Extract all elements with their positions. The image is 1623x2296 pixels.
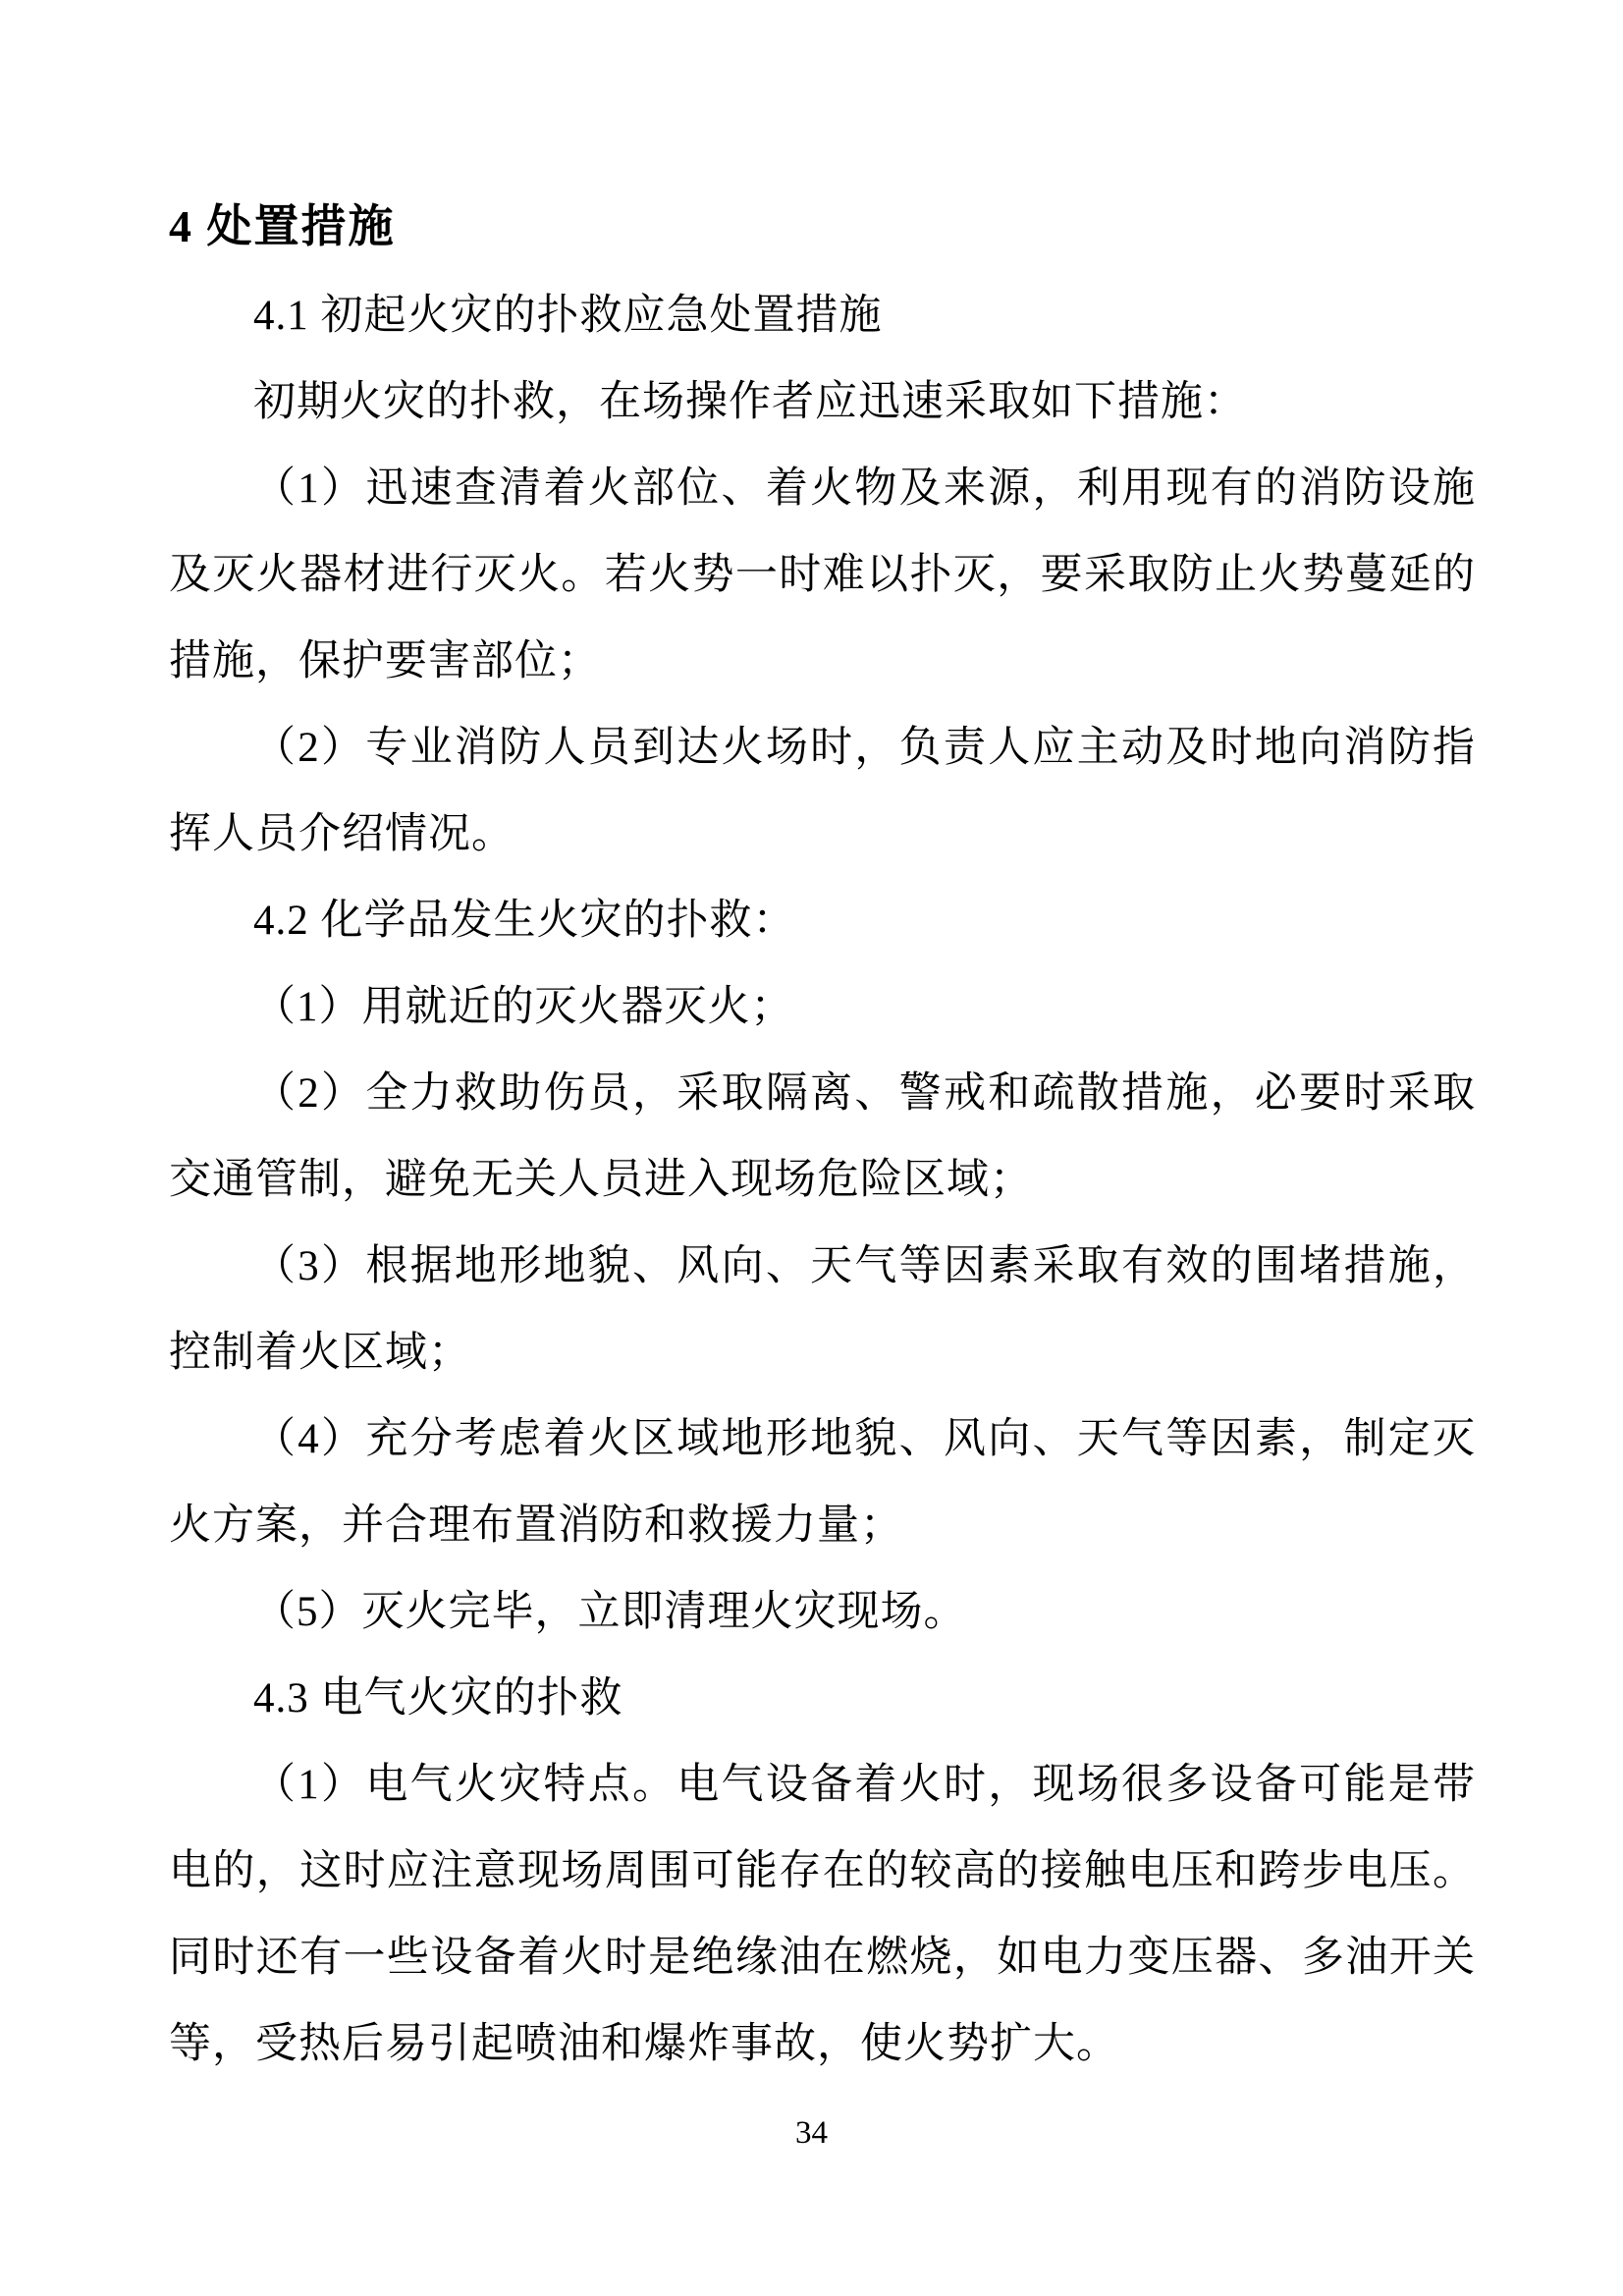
paragraph: （1）电气火灾特点。电气设备着火时，现场很多设备可能是带电的，这时应注意现场周围可能存在的较高的接触电压和跨步电压。同时还有一些设备着火时是绝缘油在燃烧，如电力变压器、多油开关等，受热后易引起喷油和爆炸事故，使火势扩大。 [169,1762,1476,2067]
subsection-heading-4-2: 4.2 化学品发生火灾的扑救： [253,898,796,944]
subsection-heading-4-3: 4.3 电气火灾的扑救 [253,1675,623,1722]
subsection-heading-4-1: 4.1 初起火灾的扑救应急处置措施 [253,293,883,339]
paragraph: （5）灭火完毕，立即清理火灾现场。 [253,1589,967,1635]
paragraph: （2）全力救助伤员，采取隔离、警戒和疏散措施，必要时采取交通管制，避免无关人员进入现场危险区域； [169,1070,1476,1203]
paragraph: 初期火灾的扑救，在场操作者应迅速采取如下措施： [253,379,1247,425]
page-number: 34 [795,2115,828,2151]
paragraph: （1）用就近的灭火器灭火； [253,984,794,1030]
paragraph: （4）充分考虑着火区域地形地貌、风向、天气等因素，制定灭火方案，并合理布置消防和救援力量； [169,1416,1476,1549]
paragraph: （1）迅速查清着火部位、着火物及来源，利用现有的消防设施及灭火器材进行灭火。若火势一时难以扑灭，要采取防止火势蔓延的措施，保护要害部位； [169,465,1476,684]
paragraph: （3）根据地形地貌、风向、天气等因素采取有效的围堵措施，控制着火区域； [169,1243,1476,1376]
chapter-heading: 4 处置措施 [169,201,396,251]
paragraph: （2）专业消防人员到达火场时，负责人应主动及时地向消防指挥人员介绍情况。 [169,725,1476,857]
